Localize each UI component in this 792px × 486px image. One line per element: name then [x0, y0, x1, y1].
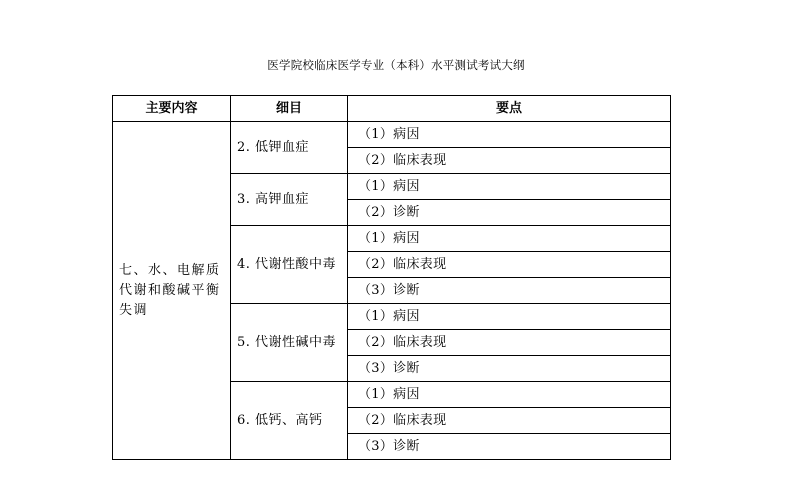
- key-point-cell: （2）临床表现: [348, 408, 671, 434]
- subtopic-cell: 5. 代谢性碱中毒: [231, 304, 348, 382]
- subtopic-cell: 4. 代谢性酸中毒: [231, 226, 348, 304]
- key-point-cell: （2）临床表现: [348, 148, 671, 174]
- key-point-cell: （1）病因: [348, 174, 671, 200]
- syllabus-table: [112, 95, 671, 460]
- key-point-cell: （1）病因: [348, 382, 671, 408]
- main-content-cell: 七、水、电解质代谢和酸碱平衡失调: [113, 122, 231, 460]
- header-key-points: 要点: [348, 96, 671, 122]
- document-title: 医学院校临床医学专业（本科）水平测试考试大纲: [267, 58, 525, 72]
- key-point-cell: （3）诊断: [348, 434, 671, 460]
- header-subtopic: 细目: [231, 96, 348, 122]
- key-point-cell: （2）临床表现: [348, 252, 671, 278]
- key-point-cell: （2）诊断: [348, 200, 671, 226]
- table-row: [113, 122, 671, 148]
- subtopic-cell: 3. 高钾血症: [231, 174, 348, 226]
- key-point-cell: （3）诊断: [348, 356, 671, 382]
- key-point-cell: （1）病因: [348, 226, 671, 252]
- key-point-cell: （3）诊断: [348, 278, 671, 304]
- subtopic-cell: 6. 低钙、高钙: [231, 382, 348, 460]
- key-point-cell: （1）病因: [348, 122, 671, 148]
- subtopic-cell: 2. 低钾血症: [231, 122, 348, 174]
- key-point-cell: （2）临床表现: [348, 330, 671, 356]
- table-header-row: [113, 96, 671, 122]
- key-point-cell: （1）病因: [348, 304, 671, 330]
- header-main-content: 主要内容: [113, 96, 231, 122]
